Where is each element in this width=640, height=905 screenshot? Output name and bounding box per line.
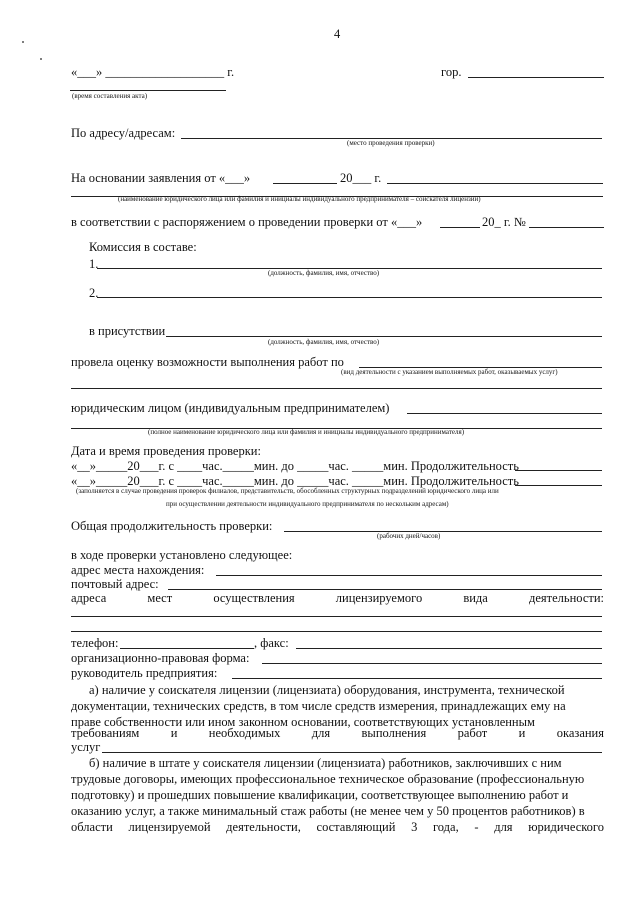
city-label: гор. xyxy=(441,65,462,79)
para-b-line-4: оказанию услуг, а также минимальный стаж работы (не менее чем у 50 процентов работников) в xyxy=(71,804,585,818)
datetime-row-1: «__»_____20___г. с ____час._____мин. до _____час. _____мин. Продолжительность xyxy=(71,459,519,473)
entity-line xyxy=(407,413,602,414)
city-line xyxy=(468,77,604,78)
scan-speck xyxy=(40,58,42,60)
location-line xyxy=(216,575,602,576)
basis-date-line xyxy=(273,183,337,184)
commission-label: Комиссия в составе: xyxy=(89,240,197,254)
entity-label: юридическим лицом (индивидуальным предпринимателем) xyxy=(71,401,390,415)
assessment-line-2 xyxy=(71,388,602,389)
location-label: адрес места нахождения: xyxy=(71,563,205,577)
duration-line-2 xyxy=(515,485,602,486)
services-line xyxy=(102,752,602,753)
act-date-field: «___» ___________________ г. xyxy=(71,65,235,79)
total-line xyxy=(284,531,602,532)
assessment-caption: (вид деятельности с указанием выполняемых работ, оказываемых услуг) xyxy=(341,368,558,376)
legal-form-line xyxy=(262,663,602,664)
order-date-line xyxy=(440,227,480,228)
postal-line xyxy=(168,589,602,590)
total-label: Общая продолжительность проверки: xyxy=(71,519,273,533)
phone-label: телефон: xyxy=(71,636,119,650)
datetime-row-2: «__»_____20___г. с ____час._____мин. до _____час. _____мин. Продолжительность xyxy=(71,474,519,488)
para-a-line-2: документации, технических средств, в том числе средств измерения, принадлежащих ему на xyxy=(71,699,566,713)
presence-caption: (должность, фамилия, имя, отчество) xyxy=(268,338,380,346)
order-year: 20_ г. № xyxy=(482,215,526,229)
para-b-line-2: трудовые договоры, имеющих профессиональное техническое образование (профессиональную xyxy=(71,772,585,786)
datetime-label: Дата и время проведения проверки: xyxy=(71,444,261,458)
postal-label: почтовый адрес: xyxy=(71,577,159,591)
para-b-line-3: подготовку) и прошедших повышение квалификации, соответствующее выполнению работ и xyxy=(71,788,569,802)
basis-year: 20___ г. xyxy=(340,171,382,185)
basis-label: На основании заявления от «___» xyxy=(71,171,251,185)
entity-caption: (полное наименование юридического лица или фамилия и инициалы индивидуального предпринимателя) xyxy=(148,428,465,436)
page-number: 4 xyxy=(334,27,341,41)
para-a-line-5: услуг xyxy=(71,740,101,754)
datetime-note-1: (заполняется в случае проведения проверок филиалов, представительств, обособленных структурных подразделений юридического лица или xyxy=(76,487,499,495)
presence-line xyxy=(166,336,602,337)
scan-speck xyxy=(22,41,24,43)
para-a-line-3: праве собственности или ином законном основании, соответствующих установленным xyxy=(71,715,535,729)
duration-line-1 xyxy=(515,470,602,471)
commission-caption: (должность, фамилия, имя, отчество) xyxy=(268,269,380,277)
legal-form-label: организационно-правовая форма: xyxy=(71,651,250,665)
commission-line-2 xyxy=(97,297,602,298)
address-label: По адресу/адресам: xyxy=(71,126,176,140)
applicant-caption: (наименование юридического лица или фамилия и инициалы индивидуального предпринимателя – соискателя лицензии) xyxy=(118,195,481,203)
act-date-caption: (время составления акта) xyxy=(72,92,148,100)
para-a-line-1: а) наличие у соискателя лицензии (лицензиата) оборудования, инструмента, технической xyxy=(89,683,565,697)
commission-item-2: 2. xyxy=(89,286,99,300)
act-date-line xyxy=(70,90,226,91)
basis-line-right xyxy=(387,183,603,184)
director-label: руководитель предприятия: xyxy=(71,666,218,680)
fax-label: , факс: xyxy=(254,636,289,650)
para-b-line-5: области лицензируемой деятельности, составляющий 3 года, - для юридического xyxy=(71,820,604,834)
commission-item-1: 1. xyxy=(89,257,99,271)
para-a-line-4: требованиям и необходимых для выполнения работ и оказания xyxy=(71,726,604,740)
datetime-note-2: при осуществлении деятельности индивидуального предпринимателя по нескольким адресам) xyxy=(166,500,449,508)
places-line-1 xyxy=(71,616,602,617)
total-caption: (рабочих дней/часов) xyxy=(377,532,441,540)
phone-line xyxy=(120,648,254,649)
places-of-activity-label: адреса мест осуществления лицензируемого вида деятельности: xyxy=(71,591,604,605)
director-line xyxy=(232,678,602,679)
order-number-line xyxy=(529,227,604,228)
places-line-2 xyxy=(71,631,602,632)
presence-label: в присутствии xyxy=(89,324,166,338)
findings-intro: в ходе проверки установлено следующее: xyxy=(71,548,293,562)
assessment-label: провела оценку возможности выполнения работ по xyxy=(71,355,344,369)
order-text: в соответствии с распоряжением о проведении проверки от «___» xyxy=(71,215,423,229)
fax-line xyxy=(296,648,602,649)
para-b-line-1: б) наличие в штате у соискателя лицензии (лицензиата) работников, заключивших с ним xyxy=(89,756,562,770)
address-caption: (место проведения проверки) xyxy=(347,139,435,147)
